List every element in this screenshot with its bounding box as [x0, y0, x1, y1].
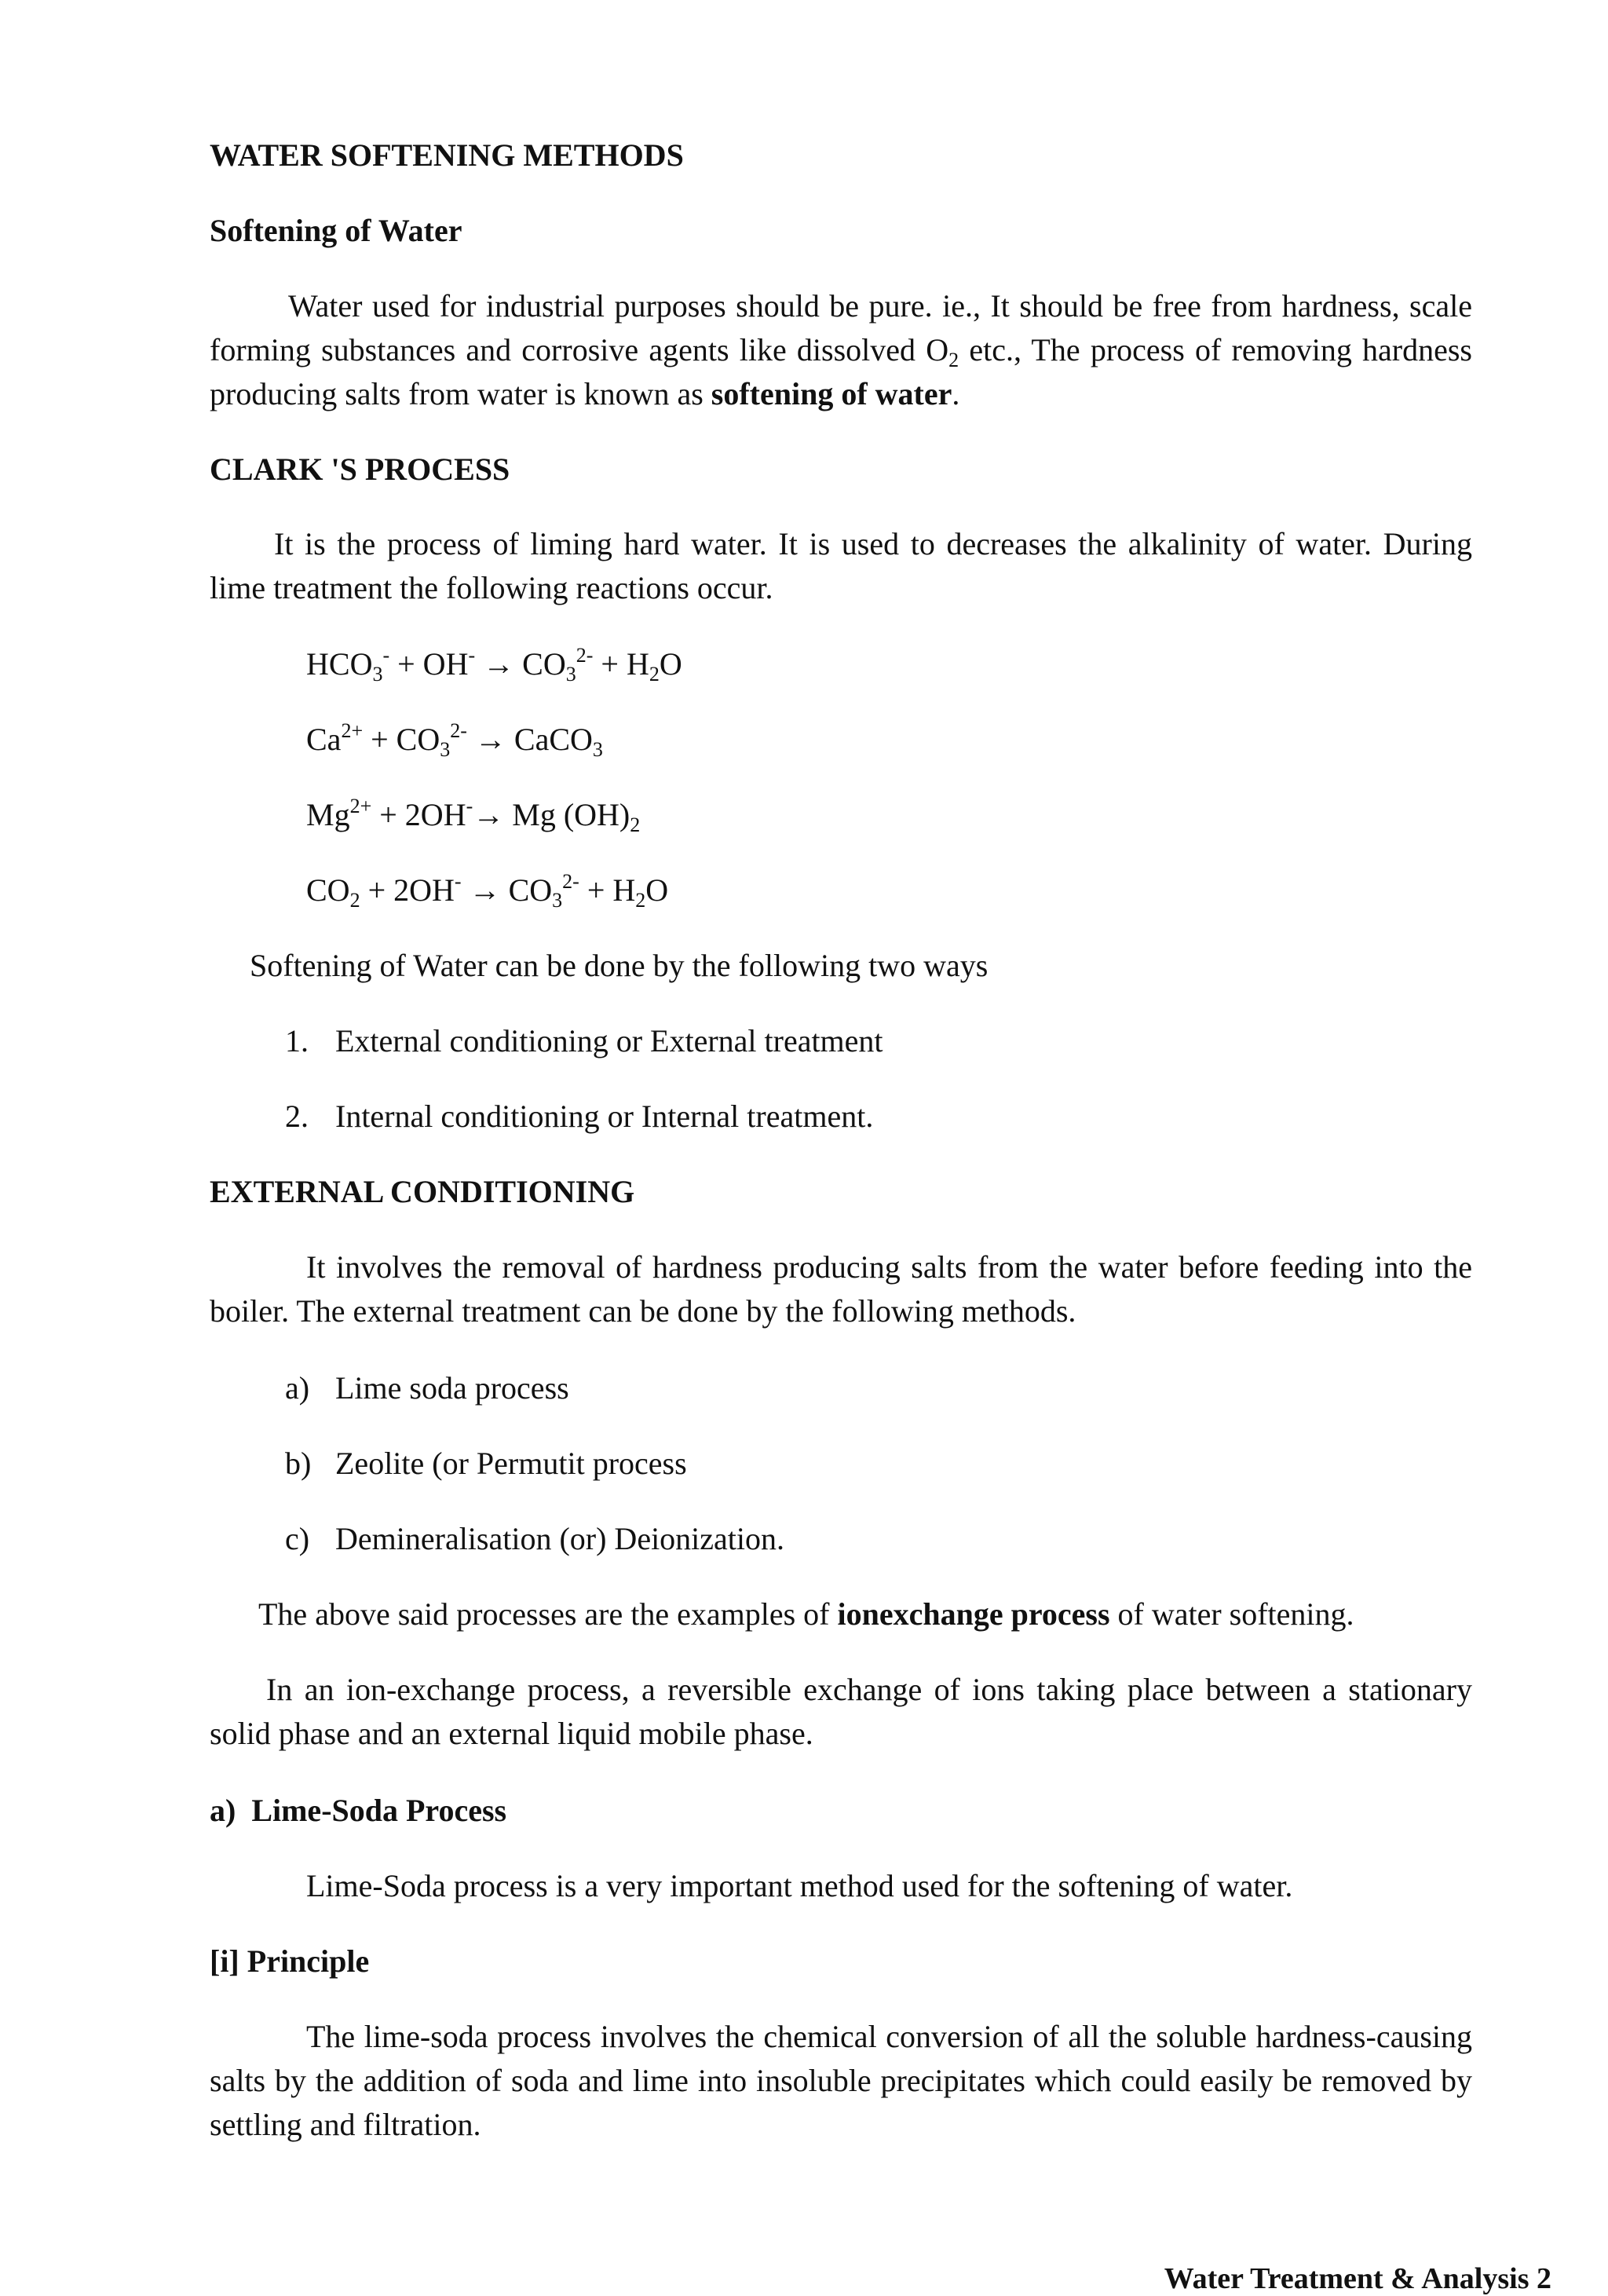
document-page: WATER SOFTENING METHODS Softening of Water Water used for industrial purposes should be pure. ie., It should be free from hardness, scale forming substances and corrosive agents like dissolved $O_2$ etc., The process of removing hardness producing salts from water is known as softening of water. CLARK 'S PROCESS It is the process of liming hard water. It is used to decreases the alkalinity of water. During lime treatment the following reactions occur. $HCO_3^- + OH^- \to CO_3^{2-} + H_2O$ $Ca^{2+} + CO_3^{2-}$ → CaCO$_3$ $Mg^{2+} + 2OH^-\to Mg$ $(OH)_2$ $CO_2 + 2OH^- \to CO_3^{2-} + H_2O$ Softening of Water can be done by the following two ways 1. External conditioning or External treatment 2. Internal conditioning or Internal treatment. EXTERNAL CONDITIONING It involves the removal of hardness producing salts from the water before feeding into the boiler. The external treatment can be done by the following methods. a) Lime soda process b) Zeolite (or Permutit process c) Demineralisation (or) Deionization. The above said processes are the examples of ionexchange process of water softening. In an ion-exchange process, a reversible exchange of ions taking place between a stationary solid phase and an external liquid mobile phase. a) Lime-Soda Process Lime-Soda process is a very important method used for the softening of water. [i] Principle The lime-soda process involves the chemical conversion of all the soluble hardness-causing salts by the addition of soda and lime into insoluble precipitates which could easily be removed by settling and filtration. Water Treatment & Analysis 2 [0, 0, 1608, 2275]
ionexchange-term: ionexchange process [837, 1596, 1110, 1632]
reaction-2: $Ca^{2+} + CO_3^{2-}$ → CaCO$_3$ [306, 719, 603, 761]
reaction-4: $CO_2 + 2OH^- \to CO_3^{2-} + H_2O$ [306, 870, 669, 912]
external-heading: EXTERNAL CONDITIONING [210, 1174, 635, 1209]
clark-paragraph: It is the process of liming hard water. It is used to decreases the alkalinity of water. During lime treatment the following reactions occur. [210, 526, 1472, 605]
page-title: WATER SOFTENING METHODS [210, 137, 684, 173]
arrow-icon: → [483, 646, 515, 682]
principle-heading: [i] Principle [210, 1943, 370, 1979]
softening-heading: Softening of Water [210, 213, 462, 248]
ion-exchange-paragraph: In an ion-exchange process, a reversible exchange of ions taking place between a stationary solid phase and an external liquid mobile phase. [210, 1672, 1472, 1751]
reaction-1: $HCO_3^- + OH^- \to CO_3^{2-} + H_2O$ [306, 644, 682, 686]
lime-soda-text: Lime-Soda process is a very important method used for the softening of water. [306, 1868, 1293, 1903]
arrow-icon: → [473, 797, 505, 832]
page-footer: Water Treatment & Analysis 2 [1164, 2262, 1551, 2295]
lime-soda-heading: a) Lime-Soda Process [210, 1793, 507, 1828]
clark-heading: CLARK 'S PROCESS [210, 452, 510, 487]
examples-sentence: The above said processes are the examples of ionexchange process of water softening. [258, 1596, 1354, 1632]
ways-intro: Softening of Water can be done by the following two ways [250, 948, 989, 983]
reaction-3: $Mg^{2+} + 2OH^-\to Mg$ $(OH)_2$ [306, 795, 641, 836]
softening-term: softening of water [711, 376, 952, 411]
principle-paragraph: The lime-soda process involves the chemical conversion of all the soluble hardness-causing salts by the addition of soda and lime into insoluble precipitates which could easily be removed by settling and filtration. [210, 2019, 1472, 2142]
intro-paragraph: Water used for industrial purposes should be pure. ie., It should be free from hardness, scale forming substances and corrosive agents like dissolved $O_2$ etc., The process of removing hardness producing salts from water is known as softening of water. [210, 288, 1472, 411]
external-paragraph: It involves the removal of hardness producing salts from the water before feeding into the boiler. The external treatment can be done by the following methods. [210, 1249, 1472, 1329]
arrow-icon: → [469, 872, 501, 908]
arrow-icon: → [474, 722, 506, 757]
